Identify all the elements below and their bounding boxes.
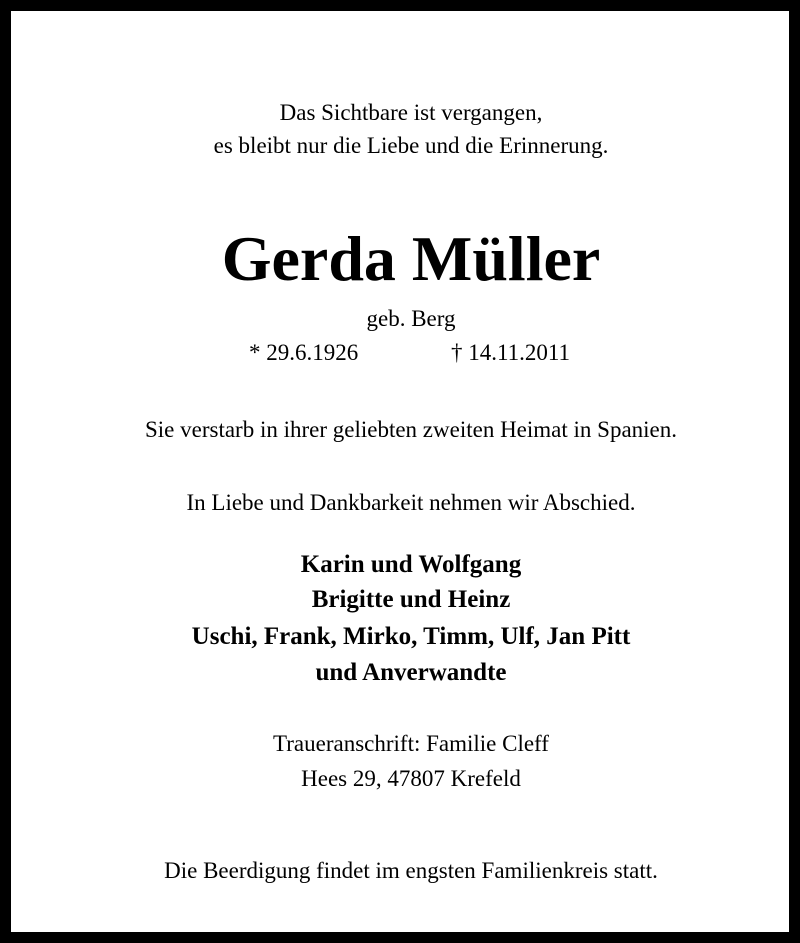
mourner-line: Brigitte und Heinz	[311, 586, 511, 613]
mourning-address-line-1: Traueranschrift: Familie Cleff	[273, 731, 549, 756]
mourner-line: und Anverwandte	[315, 659, 507, 686]
death-note: Sie verstarb in ihrer geliebten zweiten Heimat in Spanien.	[144, 417, 678, 442]
birth-date: * 29.6.1926	[249, 340, 359, 365]
deceased-name: Gerda Müller	[221, 223, 601, 294]
death-date: † 14.11.2011	[451, 340, 571, 365]
maiden-name: geb. Berg	[366, 306, 456, 331]
farewell-text: In Liebe und Dankbarkeit nehmen wir Abschied.	[186, 490, 636, 515]
motto-line-1: Das Sichtbare ist vergangen,	[279, 100, 543, 125]
motto-line-2: es bleibt nur die Liebe und die Erinnerung.	[213, 133, 609, 158]
mourner-line: Uschi, Frank, Mirko, Timm, Ulf, Jan Pitt	[191, 623, 631, 650]
mourning-address-line-2: Hees 29, 47807 Krefeld	[301, 766, 521, 791]
mourner-line: Karin und Wolfgang	[300, 551, 522, 578]
funeral-note: Die Beerdigung findet im engsten Familienkreis statt.	[164, 858, 658, 883]
